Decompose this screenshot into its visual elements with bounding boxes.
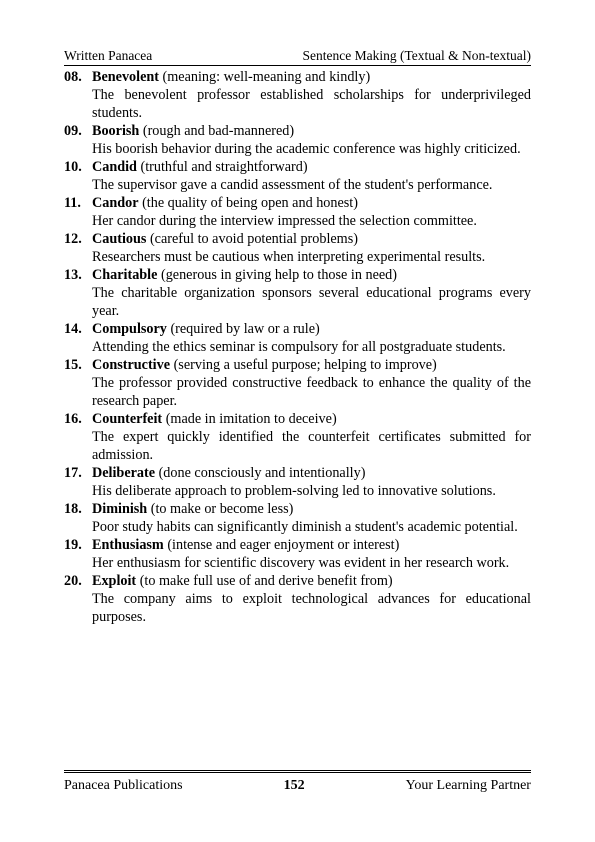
entry-meaning: (required by law or a rule) bbox=[166, 321, 320, 337]
entry-meaning: (made in imitation to deceive) bbox=[162, 411, 337, 427]
entry-meaning: (serving a useful purpose; helping to improve) bbox=[170, 357, 437, 373]
entry-word: Compulsory bbox=[92, 321, 167, 337]
entry-meaning: (meaning: well-meaning and kindly) bbox=[159, 69, 371, 85]
entry-meaning: (the quality of being open and honest) bbox=[138, 195, 358, 211]
entry-word: Charitable bbox=[92, 267, 158, 283]
entry-sentence: Researchers must be cautious when interpreting experimental results. bbox=[92, 249, 486, 265]
entry-sentence: Her candor during the interview impressed the selection committee. bbox=[92, 213, 477, 229]
entry-meaning: (rough and bad-mannered) bbox=[139, 123, 295, 139]
entry-term bbox=[92, 122, 294, 140]
vocab-entry bbox=[64, 230, 531, 266]
entry-sentence: Attending the ethics seminar is compulsory for all postgraduate students. bbox=[92, 339, 506, 355]
entry-headline bbox=[64, 194, 531, 212]
entry-number: 10. bbox=[64, 159, 82, 175]
entry-sentence: The supervisor gave a candid assessment of the student's performance. bbox=[92, 177, 493, 193]
entry-term bbox=[92, 68, 370, 86]
entry-meaning: (done consciously and intentionally) bbox=[155, 465, 366, 481]
vocab-entry bbox=[64, 356, 531, 410]
entry-word: Candor bbox=[92, 195, 139, 211]
entry-meaning: (generous in giving help to those in need) bbox=[157, 267, 397, 283]
entry-word: Benevolent bbox=[92, 69, 159, 85]
entry-word: Deliberate bbox=[92, 465, 156, 481]
vocab-entry bbox=[64, 320, 531, 356]
entry-sentence: The charitable organization sponsors several educational programs every year. bbox=[92, 285, 531, 319]
entry-word: Cautious bbox=[92, 231, 147, 247]
entry-word: Boorish bbox=[92, 123, 140, 139]
entry-sentence: Poor study habits can significantly diminish a student's academic potential. bbox=[92, 519, 518, 535]
vocab-entry bbox=[64, 536, 531, 572]
entry-headline bbox=[64, 266, 531, 284]
entry-number: 11. bbox=[64, 195, 81, 211]
entry-word: Candid bbox=[92, 159, 137, 175]
entry-number: 20. bbox=[64, 573, 82, 589]
entry-headline bbox=[64, 500, 531, 518]
entry-number: 18. bbox=[64, 501, 82, 517]
entry-sentence: His deliberate approach to problem-solving led to innovative solutions. bbox=[92, 483, 496, 499]
entry-headline bbox=[64, 356, 531, 374]
entry-term bbox=[92, 536, 399, 554]
entry-number: 16. bbox=[64, 411, 82, 427]
entry-headline bbox=[64, 464, 531, 482]
entry-headline bbox=[64, 572, 531, 590]
entry-term bbox=[92, 230, 358, 248]
entry-headline bbox=[64, 68, 531, 86]
entry-sentence: The company aims to exploit technological advances for educational purposes. bbox=[92, 591, 531, 625]
entry-word: Exploit bbox=[92, 573, 137, 589]
vocab-entry bbox=[64, 410, 531, 464]
entry-sentence: The professor provided constructive feedback to enhance the quality of the research paper. bbox=[92, 375, 531, 409]
entry-sentence: Her enthusiasm for scientific discovery was evident in her research work. bbox=[92, 555, 510, 571]
entry-meaning: (to make full use of and derive benefit from) bbox=[136, 573, 393, 589]
page-footer bbox=[64, 770, 531, 795]
entry-word: Constructive bbox=[92, 357, 171, 373]
vocab-entry bbox=[64, 194, 531, 230]
entry-number: 08. bbox=[64, 69, 82, 85]
entry-number: 15. bbox=[64, 357, 82, 373]
entry-sentence: The expert quickly identified the counterfeit certificates submitted for admission. bbox=[92, 429, 531, 463]
entry-term bbox=[92, 410, 337, 428]
entry-headline bbox=[64, 158, 531, 176]
entry-word: Diminish bbox=[92, 501, 148, 517]
vocab-entry bbox=[64, 464, 531, 500]
entry-list bbox=[64, 68, 531, 626]
header-right: Sentence Making (Textual & Non-textual) bbox=[302, 48, 531, 63]
footer-tagline: Your Learning Partner bbox=[405, 778, 531, 793]
entry-headline bbox=[64, 122, 531, 140]
header-left: Written Panacea bbox=[64, 48, 153, 63]
entry-term bbox=[92, 194, 358, 212]
entry-meaning: (careful to avoid potential problems) bbox=[146, 231, 358, 247]
vocab-entry bbox=[64, 122, 531, 158]
entry-meaning: (to make or become less) bbox=[147, 501, 294, 517]
entry-word: Enthusiasm bbox=[92, 537, 164, 553]
entry-number: 19. bbox=[64, 537, 82, 553]
entry-word: Counterfeit bbox=[92, 411, 163, 427]
running-header bbox=[64, 48, 531, 66]
entry-headline bbox=[64, 230, 531, 248]
entry-meaning: (truthful and straightforward) bbox=[136, 159, 308, 175]
entry-term bbox=[92, 158, 308, 176]
entry-sentence: The benevolent professor established scholarships for underprivileged students. bbox=[92, 87, 531, 121]
entry-number: 12. bbox=[64, 231, 82, 247]
entry-term bbox=[92, 464, 365, 482]
vocab-entry bbox=[64, 68, 531, 122]
vocab-entry bbox=[64, 158, 531, 194]
entry-headline bbox=[64, 320, 531, 338]
entry-headline bbox=[64, 536, 531, 554]
entry-sentence: His boorish behavior during the academic conference was highly criticized. bbox=[92, 141, 521, 157]
entry-term bbox=[92, 266, 397, 284]
entry-term bbox=[92, 572, 393, 590]
footer-publisher: Panacea Publications bbox=[64, 778, 183, 793]
entry-number: 14. bbox=[64, 321, 82, 337]
vocab-entry bbox=[64, 500, 531, 536]
entry-number: 13. bbox=[64, 267, 82, 283]
vocab-entry bbox=[64, 266, 531, 320]
entry-meaning: (intense and eager enjoyment or interest) bbox=[163, 537, 400, 553]
entry-term bbox=[92, 500, 293, 518]
page-content bbox=[64, 48, 531, 626]
entry-term bbox=[92, 320, 320, 338]
page-number: 152 bbox=[283, 778, 305, 793]
entry-term bbox=[92, 356, 437, 374]
entry-headline bbox=[64, 410, 531, 428]
entry-number: 17. bbox=[64, 465, 82, 481]
vocab-entry bbox=[64, 572, 531, 626]
entry-number: 09. bbox=[64, 123, 82, 139]
